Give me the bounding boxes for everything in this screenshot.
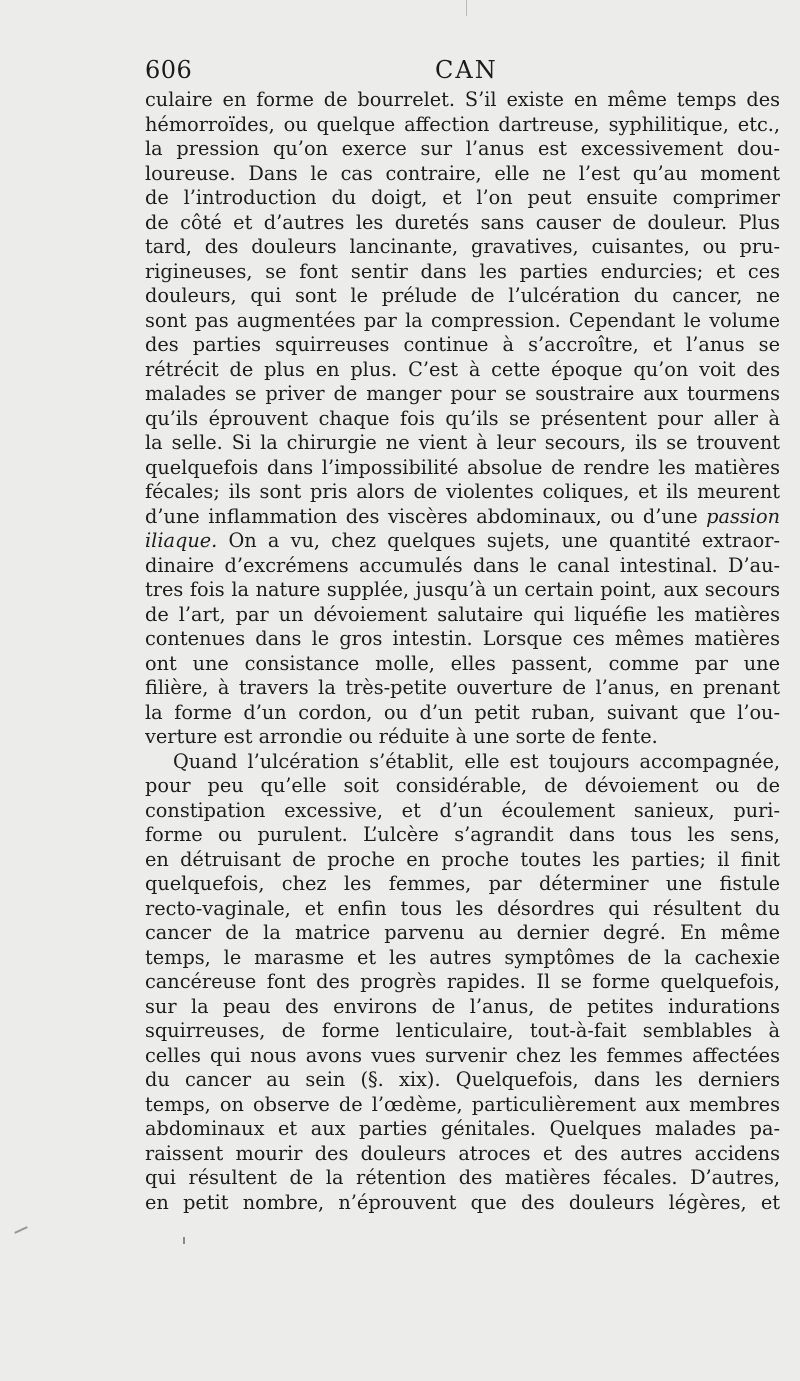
line-text: en petit nombre, n’éprouvent que des douleurs légères, et bbox=[145, 1190, 780, 1214]
page-header bbox=[145, 56, 775, 90]
text-line bbox=[145, 603, 780, 628]
text-line bbox=[145, 211, 780, 236]
line-text: filière, à travers la très-petite ouverture de l’anus, en prenant bbox=[145, 676, 780, 699]
text-line bbox=[145, 627, 780, 652]
line-text: raissent mourir des douleurs atroces et des autres accidens bbox=[145, 1141, 780, 1165]
line-text: abdominaux et aux parties génitales. Quelques malades pa- bbox=[145, 1117, 780, 1140]
line-text: On a vu, chez quelques sujets, une quantité extraor- bbox=[217, 529, 780, 552]
text-line bbox=[145, 137, 780, 162]
text-line bbox=[145, 113, 780, 138]
line-text: constipation excessive, et d’un écoulement sanieux, puri- bbox=[145, 798, 780, 822]
text-line bbox=[145, 774, 780, 799]
text-line bbox=[145, 88, 780, 113]
line-text: de côté et d’autres les duretés sans causer de douleur. Plus bbox=[145, 210, 780, 234]
text-line bbox=[145, 823, 780, 848]
line-text: dinaire d’excrémens accumulés dans le canal intestinal. D’au- bbox=[145, 553, 780, 577]
line-text: en détruisant de proche en proche toutes les parties; il finit bbox=[145, 847, 780, 871]
line-text: qu’ils éprouvent chaque fois qu’ils se présentent pour aller à bbox=[145, 406, 780, 430]
page-number: 606 bbox=[145, 56, 193, 84]
margin-mark bbox=[14, 1226, 28, 1234]
line-text: temps, on observe de l’œdème, particulièrement aux membres bbox=[145, 1092, 780, 1116]
text-line bbox=[145, 260, 780, 285]
line-text: qui résultent de la rétention des matières fécales. D’autres, bbox=[145, 1166, 780, 1189]
text-line bbox=[145, 799, 780, 824]
running-head: CAN bbox=[435, 56, 498, 84]
line-text: sont pas augmentées par la compression. Cependant le volume bbox=[145, 308, 780, 332]
text-line bbox=[145, 1117, 780, 1142]
text-line bbox=[145, 897, 780, 922]
text-line bbox=[145, 872, 780, 897]
line-text: douleurs, qui sont le prélude de l’ulcération du cancer, ne bbox=[145, 284, 780, 307]
text-line bbox=[145, 652, 780, 677]
text-line bbox=[145, 946, 780, 971]
text-line bbox=[145, 1166, 780, 1191]
text-line bbox=[145, 701, 780, 726]
line-text: recto-vaginale, et enfin tous les désordres qui résultent du bbox=[145, 896, 780, 920]
text-line bbox=[145, 529, 780, 554]
line-text: rétrécit de plus en plus. C’est à cette époque qu’on voit des bbox=[145, 357, 780, 381]
text-line bbox=[145, 1191, 780, 1216]
text-line bbox=[145, 725, 780, 750]
line-text: la forme d’un cordon, ou d’un petit ruban, suivant que l’ou- bbox=[145, 700, 780, 724]
line-text: celles qui nous avons vues survenir chez les femmes affectées bbox=[145, 1043, 780, 1067]
line-text: tres fois la nature supplée, jusqu’à un certain point, aux secours bbox=[145, 578, 780, 601]
line-text: de l’introduction du doigt, et l’on peut ensuite comprimer bbox=[145, 186, 780, 209]
paper-mark bbox=[466, 0, 467, 16]
text-line bbox=[145, 431, 780, 456]
text-line bbox=[145, 407, 780, 432]
line-text: des parties squirreuses continue à s’accroître, et l’anus se bbox=[145, 333, 780, 356]
line-text: la pression qu’on exerce sur l’anus est excessivement dou- bbox=[145, 137, 780, 160]
text-line bbox=[145, 1068, 780, 1093]
text-line bbox=[145, 554, 780, 579]
line-text: squirreuses, de forme lenticulaire, tout-à-fait semblables à bbox=[145, 1019, 780, 1042]
text-line bbox=[145, 505, 780, 530]
text-line bbox=[145, 456, 780, 481]
text-line bbox=[145, 970, 780, 995]
text-line bbox=[145, 1093, 780, 1118]
line-text: du cancer au sein (§. xix). Quelquefois, dans les derniers bbox=[145, 1068, 780, 1091]
text-line bbox=[145, 921, 780, 946]
text-line bbox=[145, 578, 780, 603]
italic-text: passion bbox=[706, 504, 780, 528]
line-text: de l’art, par un dévoiement salutaire qui liquéfie les matières bbox=[145, 602, 780, 626]
line-text: d’une inflammation des viscères abdominaux, ou d’une bbox=[145, 504, 707, 528]
text-line bbox=[145, 1019, 780, 1044]
text-line bbox=[145, 162, 780, 187]
line-text: temps, le marasme et les autres symptômes de la cachexie bbox=[145, 945, 780, 969]
margin-mark bbox=[183, 1237, 185, 1244]
line-text: hémorroïdes, ou quelque affection dartreuse, syphilitique, etc., bbox=[145, 112, 780, 136]
text-line bbox=[145, 480, 780, 505]
line-text: la selle. Si la chirurgie ne vient à leur secours, ils se trouvent bbox=[145, 431, 780, 454]
text-line bbox=[145, 235, 780, 260]
line-text: tard, des douleurs lancinante, gravatives, cuisantes, ou pru- bbox=[145, 235, 780, 258]
text-line bbox=[145, 309, 780, 334]
text-line bbox=[145, 358, 780, 383]
italic-text: iliaque. bbox=[145, 529, 218, 552]
line-text: cancéreuse font des progrès rapides. Il se forme quelquefois, bbox=[145, 970, 780, 993]
body-text bbox=[145, 88, 780, 1215]
line-text: cancer de la matrice parvenu au dernier degré. En même bbox=[145, 921, 780, 944]
line-text: verture est arrondie ou réduite à une sorte de fente. bbox=[145, 725, 658, 748]
line-text: rigineuses, se font sentir dans les parties endurcies; et ces bbox=[145, 259, 780, 283]
line-text: culaire en forme de bourrelet. S’il existe en même temps des bbox=[145, 88, 780, 111]
text-line bbox=[145, 186, 780, 211]
line-text: pour peu qu’elle soit considérable, de dévoiement ou de bbox=[145, 774, 780, 797]
line-text: contenues dans le gros intestin. Lorsque ces mêmes matières bbox=[145, 627, 780, 650]
text-line bbox=[145, 1044, 780, 1069]
line-text: forme ou purulent. L’ulcère s’agrandit dans tous les sens, bbox=[145, 823, 780, 846]
text-line bbox=[145, 333, 780, 358]
line-text: ont une consistance molle, elles passent, comme par une bbox=[145, 651, 780, 675]
line-text: quelquefois dans l’impossibilité absolue de rendre les matières bbox=[145, 455, 780, 479]
text-line bbox=[145, 382, 780, 407]
text-line bbox=[145, 676, 780, 701]
line-text: fécales; ils sont pris alors de violentes coliques, et ils meurent bbox=[145, 480, 780, 503]
text-line bbox=[145, 848, 780, 873]
line-text: loureuse. Dans le cas contraire, elle ne l’est qu’au moment bbox=[145, 161, 780, 185]
text-line bbox=[145, 995, 780, 1020]
line-text: quelquefois, chez les femmes, par déterminer une fistule bbox=[145, 872, 780, 895]
text-line bbox=[145, 1142, 780, 1167]
text-line bbox=[145, 750, 780, 775]
line-text: sur la peau des environs de l’anus, de petites indurations bbox=[145, 994, 780, 1018]
text-line bbox=[145, 284, 780, 309]
line-text: Quand l’ulcération s’établit, elle est toujours accompagnée, bbox=[173, 749, 780, 773]
line-text: malades se priver de manger pour se soustraire aux tourmens bbox=[145, 382, 780, 405]
